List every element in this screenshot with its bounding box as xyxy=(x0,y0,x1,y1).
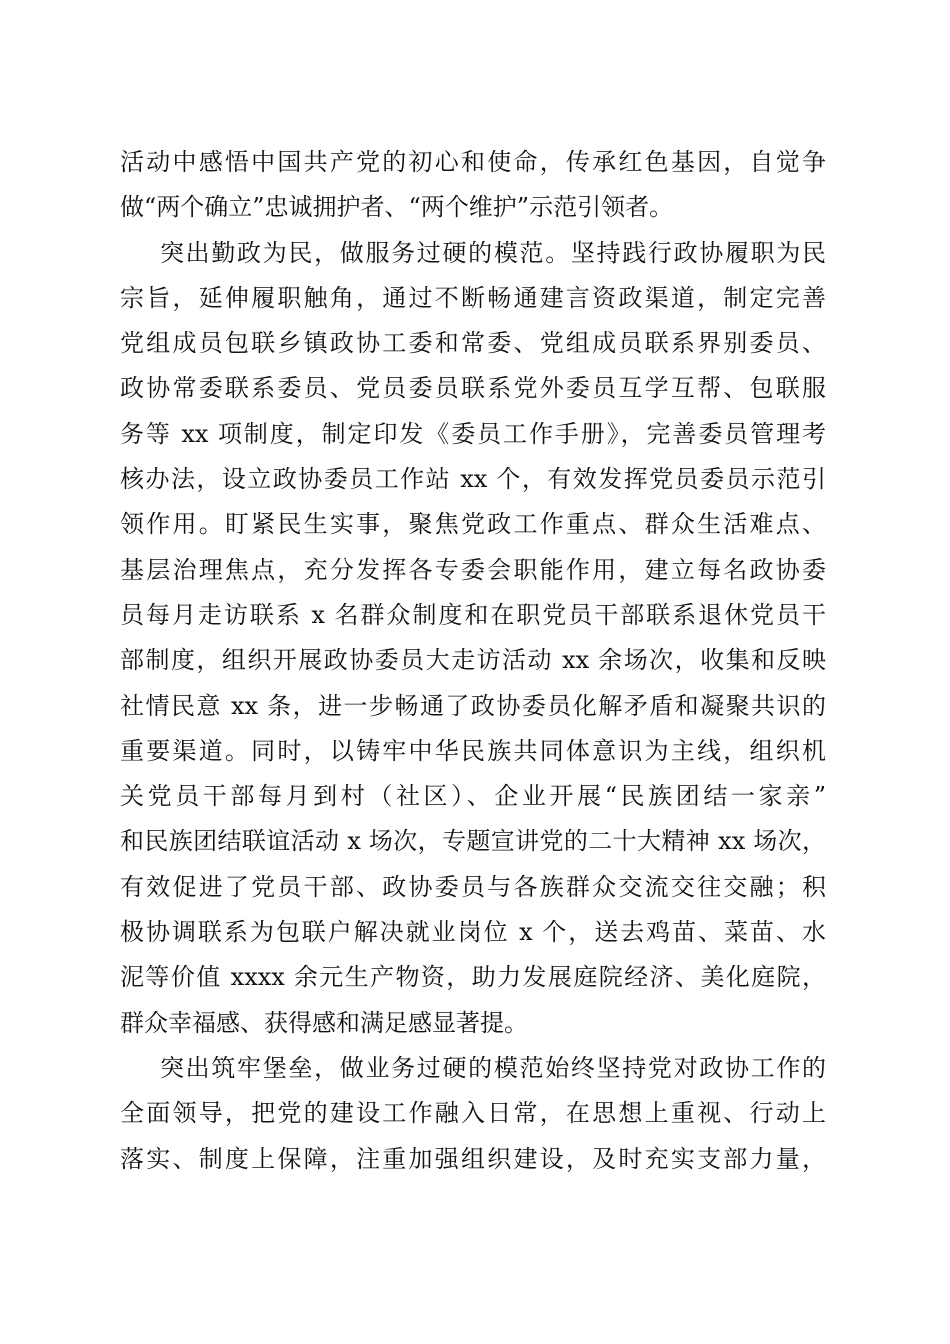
paragraph-3 xyxy=(120,1046,826,1182)
text-line: 和民族团结联谊活动 x 场次，专题宣讲党的二十大精神 xx 场次， xyxy=(120,827,826,856)
text-line: 突出勤政为民，做服务过硬的模范。坚持践行政协履职为民 xyxy=(160,238,826,267)
text-line: 务等 xx 项制度，制定印发《委员工作手册》，完善委员管理考 xyxy=(120,419,826,448)
text-line: 政协常委联系委员、党员委员联系党外委员互学互帮、包联服 xyxy=(120,374,826,403)
text-line: 全面领导，把党的建设工作融入日常，在思想上重视、行动上 xyxy=(120,1099,826,1128)
text-line: 群众幸福感、获得感和满足感显著提。 xyxy=(120,1008,528,1037)
text-line: 做“两个确立”忠诚拥护者、“两个维护”示范引领者。 xyxy=(120,193,674,222)
text-line: 领作用。盯紧民生实事，聚焦党政工作重点、群众生活难点、 xyxy=(120,510,826,539)
text-line: 关党员干部每月到村（社区）、企业开展“民族团结一家亲” xyxy=(120,782,826,811)
paragraph-2 xyxy=(120,231,826,1046)
document-body xyxy=(120,140,826,1182)
text-line: 泥等价值 xxxx 余元生产物资，助力发展庭院经济、美化庭院， xyxy=(120,963,826,992)
text-line: 核办法，设立政协委员工作站 xx 个，有效发挥党员委员示范引 xyxy=(120,465,826,494)
text-line: 突出筑牢堡垒，做业务过硬的模范始终坚持党对政协工作的 xyxy=(160,1053,826,1082)
text-line: 极协调联系为包联户解决就业岗位 x 个，送去鸡苗、菜苗、水 xyxy=(120,918,826,947)
text-line: 社情民意 xx 条，进一步畅通了政协委员化解矛盾和凝聚共识的 xyxy=(120,691,826,720)
text-line: 基层治理焦点，充分发挥各专委会职能作用，建立每名政协委 xyxy=(120,555,826,584)
text-line: 有效促进了党员干部、政协委员与各族群众交流交往交融；积 xyxy=(120,872,826,901)
paragraph-1 xyxy=(120,140,826,231)
text-line: 党组成员包联乡镇政协工委和常委、党组成员联系界别委员、 xyxy=(120,329,826,358)
text-line: 重要渠道。同时，以铸牢中华民族共同体意识为主线，组织机 xyxy=(120,736,826,765)
text-line: 活动中感悟中国共产党的初心和使命，传承红色基因，自觉争 xyxy=(120,148,826,176)
text-line: 宗旨，延伸履职触角，通过不断畅通建言资政渠道，制定完善 xyxy=(120,283,826,312)
text-line: 落实、制度上保障，注重加强组织建设，及时充实支部力量， xyxy=(120,1144,826,1173)
text-line: 员每月走访联系 x 名群众制度和在职党员干部联系退休党员干 xyxy=(120,600,826,629)
text-line: 部制度，组织开展政协委员大走访活动 xx 余场次，收集和反映 xyxy=(120,646,826,675)
